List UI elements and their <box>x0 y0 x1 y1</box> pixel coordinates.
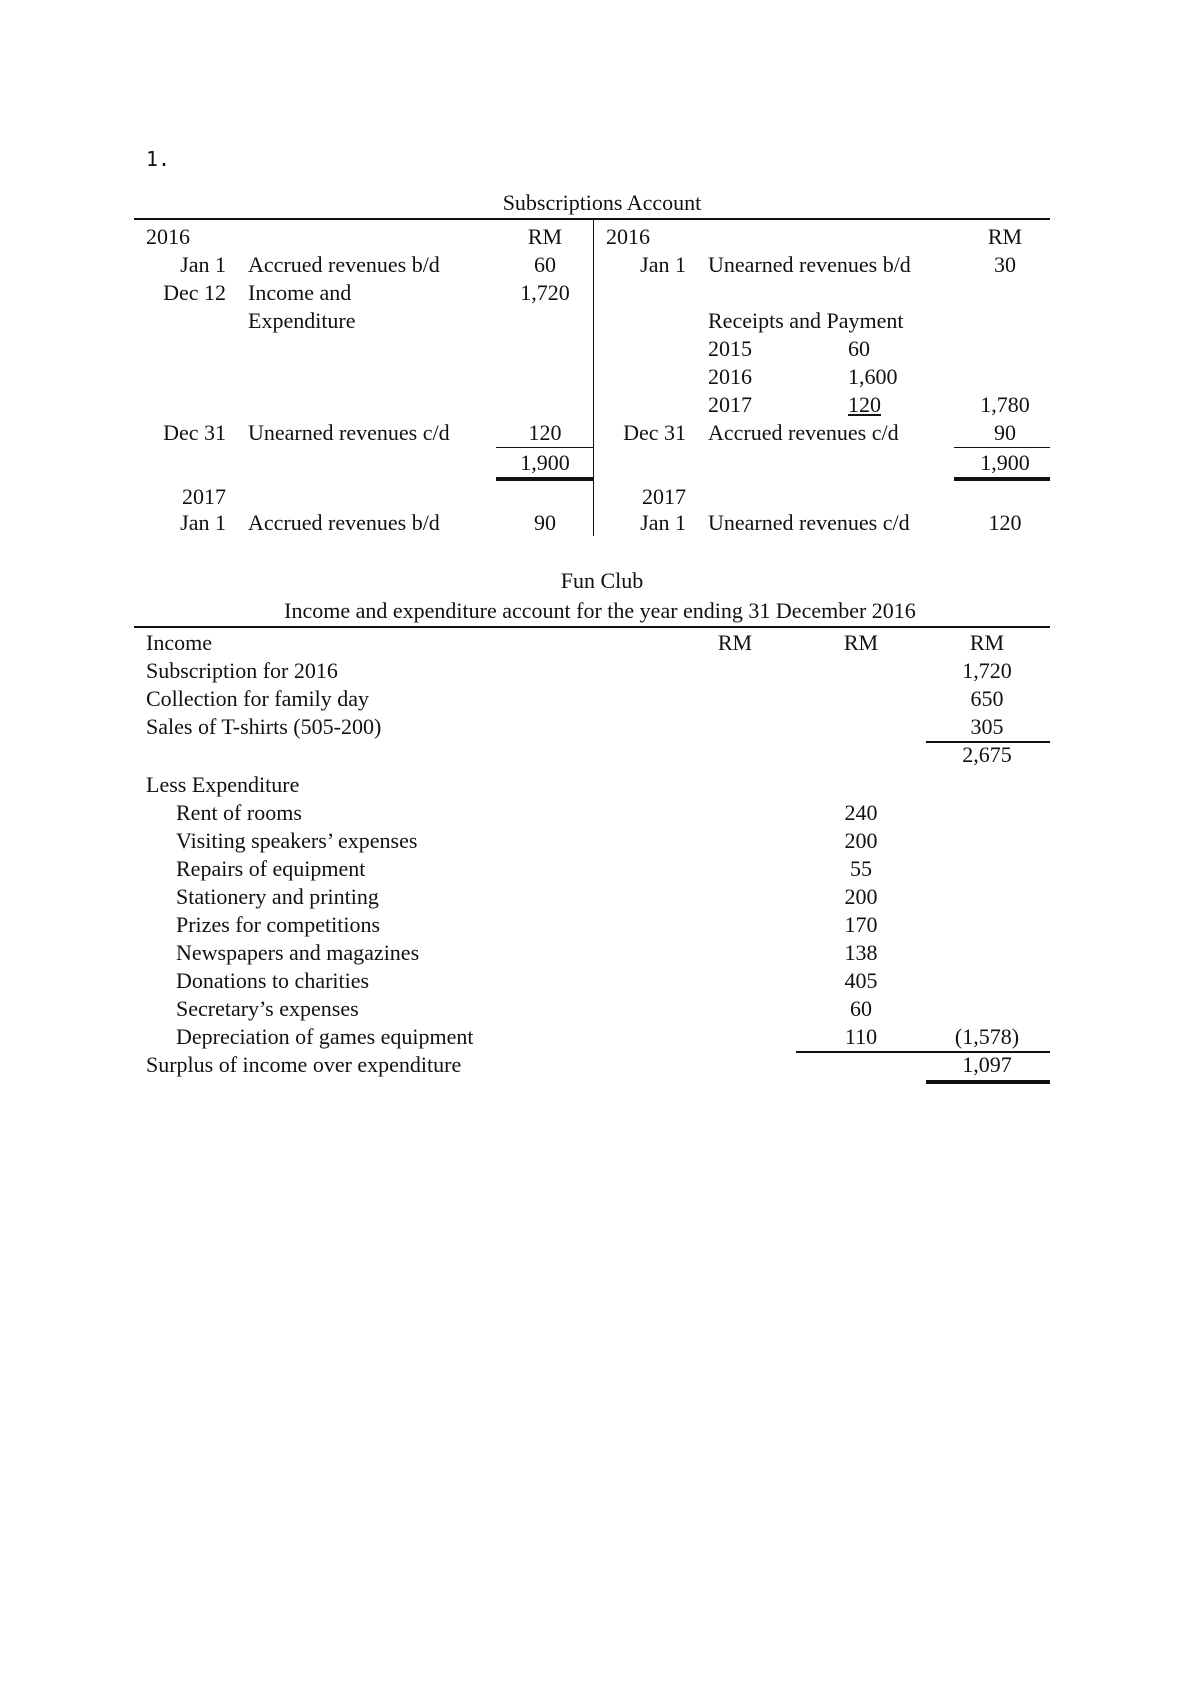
expense-item-label: Stationery and printing <box>176 884 379 909</box>
expense-item-amount: 138 <box>844 940 878 965</box>
expense-item-amount: 200 <box>844 828 878 853</box>
debit-desc-cont: Expenditure <box>248 308 356 333</box>
expense-item-label: Visiting speakers’ expenses <box>176 828 418 853</box>
income-total: 2,675 <box>962 742 1012 767</box>
rm-column-2-header: RM <box>843 630 879 655</box>
income-item-label: Sales of T-shirts (505-200) <box>146 714 382 739</box>
surplus-amount: 1,097 <box>962 1052 1012 1077</box>
debit-amount: 1,720 <box>520 280 570 305</box>
credit-date: Jan 1 <box>640 252 686 277</box>
receipts-value: 120 <box>848 392 881 417</box>
credit-date: Dec 31 <box>623 420 686 445</box>
receipts-year: 2015 <box>708 336 752 361</box>
statement-title: Income and expenditure account for the year ending 31 December 2016 <box>284 598 916 623</box>
debit-amount: 60 <box>534 252 556 277</box>
t-account-center-rule <box>593 220 594 536</box>
question-number: 1. <box>146 147 171 171</box>
expense-item-amount: 60 <box>850 996 872 1021</box>
surplus-label: Surplus of income over expenditure <box>146 1052 462 1077</box>
receipts-total: 1,780 <box>980 392 1030 417</box>
debit-desc: Unearned revenues c/d <box>248 420 450 445</box>
debit-year-2017: 2017 <box>182 484 226 509</box>
credit-date: Jan 1 <box>640 510 686 535</box>
credit-desc: Unearned revenues b/d <box>708 252 911 277</box>
club-name: Fun Club <box>560 568 644 593</box>
statement-top-rule <box>134 626 1050 628</box>
less-expenditure-label: Less Expenditure <box>146 772 300 797</box>
debit-rm-header: RM <box>527 224 563 249</box>
debit-date: Jan 1 <box>180 510 226 535</box>
credit-desc: Accrued revenues c/d <box>708 420 899 445</box>
credit-amount: 30 <box>994 252 1016 277</box>
receipts-year: 2017 <box>708 392 752 417</box>
surplus-double-rule <box>926 1080 1050 1084</box>
debit-year-2016: 2016 <box>146 224 190 249</box>
receipts-label: Receipts and Payment <box>708 308 904 333</box>
debit-desc: Accrued revenues b/d <box>248 510 440 535</box>
expense-item-amount: 110 <box>844 1024 878 1049</box>
expense-item-amount: 240 <box>844 800 878 825</box>
income-header: Income <box>146 630 212 655</box>
receipts-year: 2016 <box>708 364 752 389</box>
expense-subtotal-rule <box>796 1051 926 1053</box>
expense-item-label: Repairs of equipment <box>176 856 366 881</box>
credit-amount: 90 <box>994 420 1016 445</box>
debit-desc: Accrued revenues b/d <box>248 252 440 277</box>
credit-total-top-rule <box>954 447 1050 448</box>
debit-total-double-rule <box>496 477 594 481</box>
credit-year-2017: 2017 <box>642 484 686 509</box>
debit-desc: Income and <box>248 280 352 305</box>
credit-year-2016: 2016 <box>606 224 650 249</box>
expense-item-label: Newspapers and magazines <box>176 940 420 965</box>
expense-item-amount: 405 <box>844 968 878 993</box>
expense-item-amount: 170 <box>844 912 878 937</box>
credit-desc: Unearned revenues c/d <box>708 510 910 535</box>
income-item-amount: 1,720 <box>962 658 1012 683</box>
expense-item-label: Secretary’s expenses <box>176 996 359 1021</box>
income-item-label: Collection for family day <box>146 686 369 711</box>
debit-date: Jan 1 <box>180 252 226 277</box>
expense-item-amount: 55 <box>850 856 872 881</box>
subscriptions-title: Subscriptions Account <box>502 190 702 215</box>
receipts-value: 1,600 <box>848 364 898 389</box>
debit-total-top-rule <box>496 447 594 448</box>
expense-item-label: Prizes for competitions <box>176 912 381 937</box>
rm-column-3-header: RM <box>969 630 1005 655</box>
expense-item-label: Rent of rooms <box>176 800 302 825</box>
expense-item-amount: 200 <box>844 884 878 909</box>
credit-rm-header: RM <box>987 224 1023 249</box>
credit-total: 1,900 <box>980 450 1030 475</box>
debit-date: Dec 31 <box>163 420 226 445</box>
income-item-amount: 650 <box>970 686 1004 711</box>
rm-column-1-header: RM <box>717 630 753 655</box>
receipts-value: 60 <box>848 336 870 361</box>
credit-amount: 120 <box>988 510 1022 535</box>
credit-total-double-rule <box>954 477 1050 481</box>
income-item-amount: 305 <box>970 714 1004 739</box>
expense-total: (1,578) <box>954 1024 1020 1049</box>
debit-amount: 90 <box>534 510 556 535</box>
debit-date: Dec 12 <box>163 280 226 305</box>
debit-amount: 120 <box>528 420 562 445</box>
expense-item-label: Donations to charities <box>176 968 370 993</box>
expense-item-label: Depreciation of games equipment <box>176 1024 474 1049</box>
t-account-top-rule <box>134 218 1050 220</box>
income-item-label: Subscription for 2016 <box>146 658 338 683</box>
debit-total: 1,900 <box>520 450 570 475</box>
